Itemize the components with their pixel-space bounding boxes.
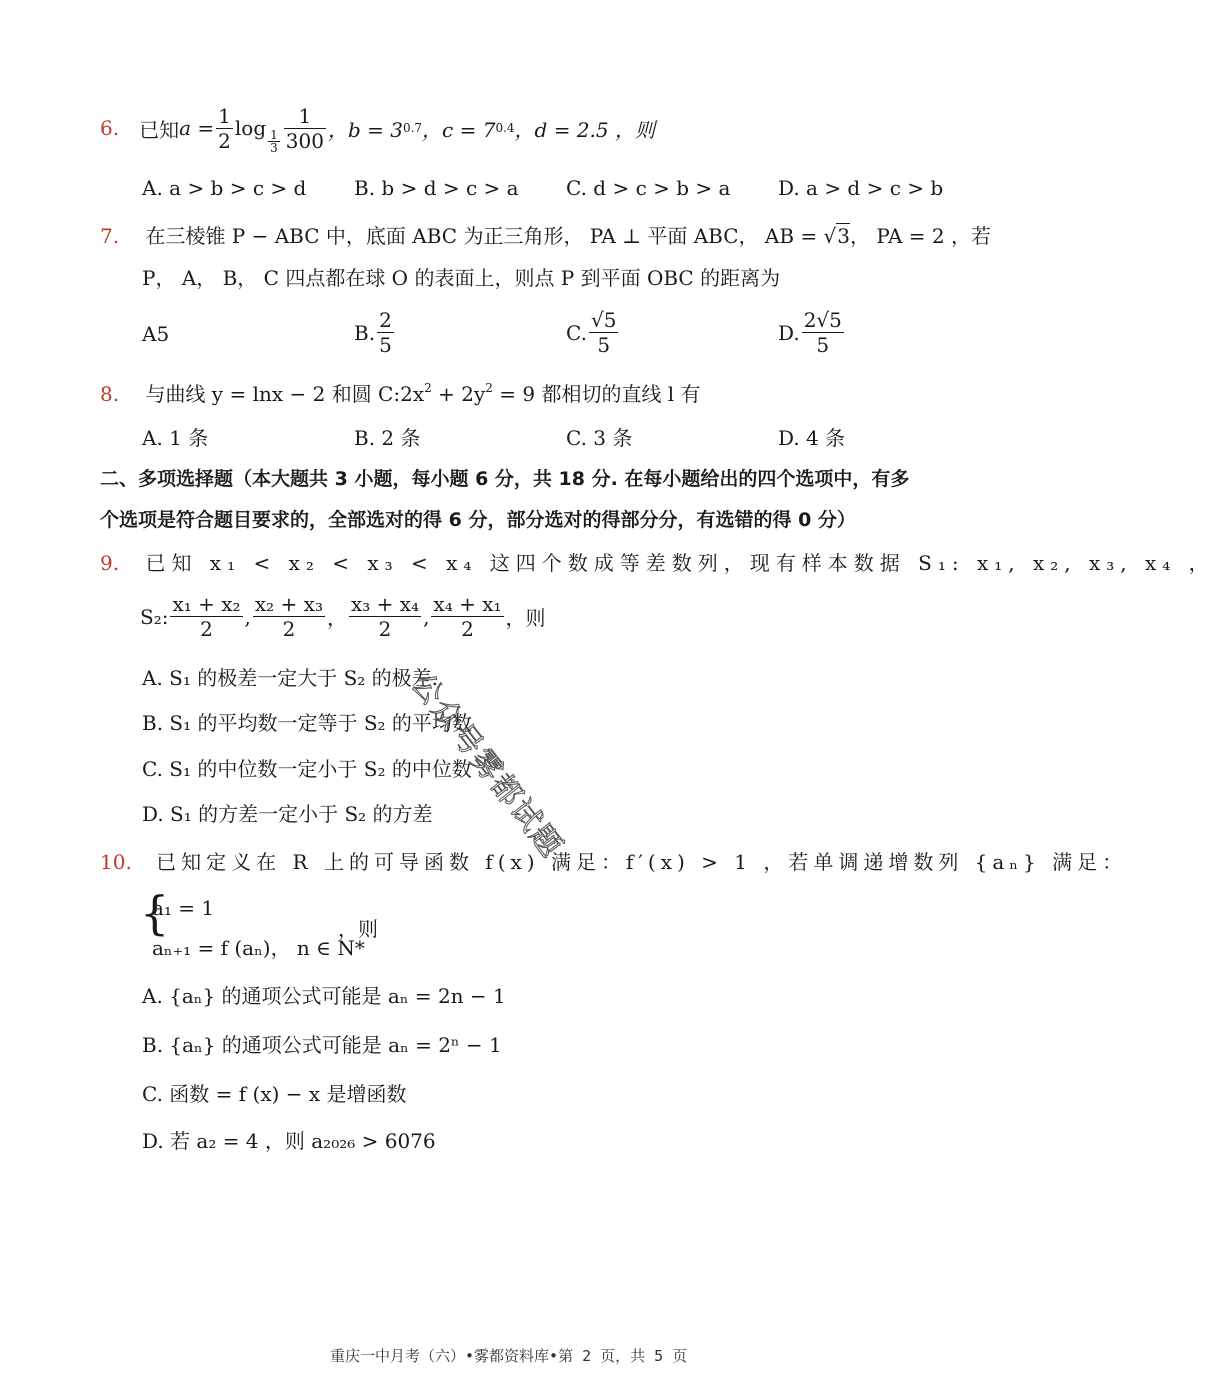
q7-option-c: C. $\frac{√5}{5}$ [566, 308, 617, 357]
q7-option-a: A5 [142, 322, 170, 346]
q8-stem: 8. 与曲线 y = lnx − 2 和圆 $C:2x^2 + 2y^2 = 9$ 都相切的直线 l 有 [100, 381, 701, 406]
q6-log-argument: $\frac{1}{300}$ [285, 103, 324, 153]
q9-option-d: D. S₁ 的方差一定小于 S₂ 的方差 [142, 802, 433, 826]
q9-option-c: C. S₁ 的中位数一定小于 S₂ 的中位数 [142, 757, 472, 781]
q9-option-b: B. S₁ 的平均数一定等于 S₂ 的平均数 [142, 711, 472, 735]
q10-system-eq2: aₙ₊₁ = f (aₙ)， n ∈ N* [152, 936, 365, 960]
q10-stem-line1: 10. 已知定义在 R 上的可导函数 f(x) 满足：f′(x) > 1 ，若单调递增数列 {aₙ} 满足： [100, 850, 1128, 874]
q6-option-b: B. b > d > c > a [354, 176, 519, 200]
q6-option-d: D. a > d > c > b [778, 176, 944, 200]
q8-option-b: B. 2 条 [354, 426, 421, 450]
q8-number: 8. [100, 382, 120, 406]
section2-heading-line1: 二、多项选择题（本大题共 3 小题，每小题 6 分，共 18 分. 在每小题给出的四个选项中，有多 [100, 468, 910, 490]
q6-option-c: C. d > c > b > a [566, 176, 731, 200]
q7-stem-line1: 7. 在三棱锥 P − ABC 中，底面 ABC 为正三角形， PA ⊥ 平面 ABC， AB = √3， PA = 2 ，若 [100, 224, 991, 248]
q7-option-b: B. $\frac{2}{5}$ [354, 308, 392, 357]
q8-option-a: A. 1 条 [142, 426, 209, 450]
q10-option-d: D. 若 a₂ = 4 ，则 a₂₀₂₆ > 6076 [142, 1129, 436, 1153]
q6-option-a: A. a > b > c > d [142, 176, 307, 200]
q9-option-a: A. S₁ 的极差一定大于 S₂ 的极差. [142, 666, 439, 690]
q7-option-d: D. $\frac{2√5}{5}$ [778, 308, 842, 357]
q8-option-d: D. 4 条 [778, 426, 846, 450]
q10-option-c: C. 函数 = f (x) − x 是增函数 [142, 1082, 407, 1106]
q10-number: 10. [100, 850, 132, 874]
q7-stem-line2: P， A， B， C 四点都在球 O 的表面上，则点 P 到平面 OBC 的距离为 [142, 266, 781, 290]
q6-half-fraction: $\frac{1}{2}$ [218, 103, 231, 153]
q8-option-c: C. 3 条 [566, 426, 633, 450]
q10-option-a: A. {aₙ} 的通项公式可能是 aₙ = 2n − 1 [142, 984, 506, 1008]
q10-system-eq1: a₁ = 1 [152, 896, 215, 920]
page-footer: 重庆一中月考（六）•雾都资料库•第 2 页，共 5 页 [330, 1347, 688, 1365]
q6-stem: 6. 已知 a = $\frac{1}{2}$ log $\frac{1}{3}$ $\frac{1}{300}$ ，b = 3 0.7 ，c = 7 0.4 ，d = 2.5 ，则 [100, 103, 655, 155]
q9-stem-line1: 9. 已知 x₁ < x₂ < x₃ < x₄ 这四个数成等差数列，现有样本数据 S₁: x₁, x₂, x₃, x₄ ， [100, 551, 1215, 575]
q9-number: 9. [100, 551, 120, 575]
q10-option-b: B. {aₙ} 的通项公式可能是 aₙ = 2ⁿ − 1 [142, 1033, 502, 1057]
watermark-text: 公众号雾都试题 [404, 666, 570, 865]
q6-number: 6. [100, 116, 120, 140]
q10-then: ，则 [338, 917, 378, 941]
q9-sample-s2: S₂: $\frac{\text{x₁ + x₂}}{2}$ , $\frac{\text{x₂ + x₃}}{2}$ ， $\frac{\text{x₃ + x₄}}{2}$ , $\frac{\text{x₄ + x₁}}{2}$ ，则 [140, 592, 546, 641]
section2-heading-line2: 个选项是符合题目要求的，全部选对的得 6 分，部分选对的得部分分，有选错的得 0 分） [100, 509, 856, 531]
system-brace: { [140, 886, 170, 940]
q6-log-base: $\frac{1}{3}$ [270, 127, 278, 155]
q7-number: 7. [100, 224, 120, 248]
